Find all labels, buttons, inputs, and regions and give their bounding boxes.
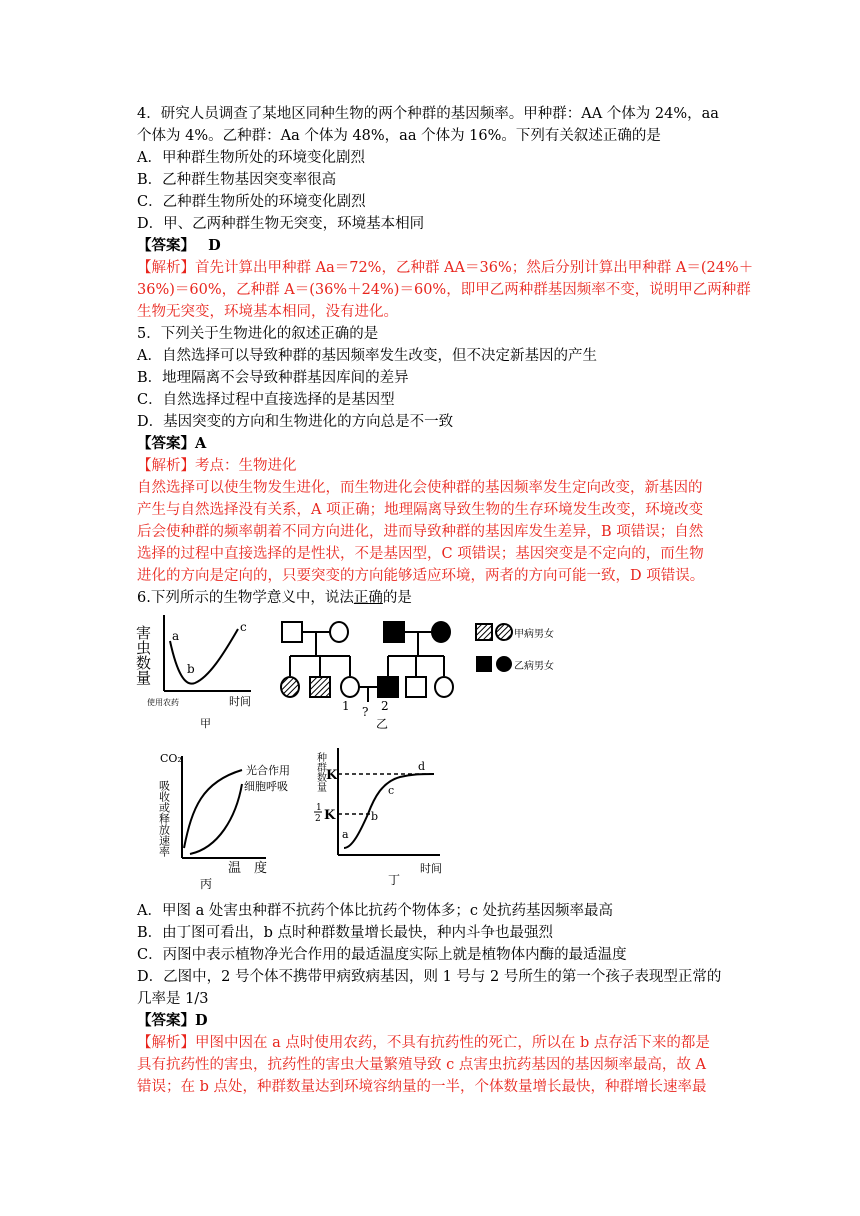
q6-option-a: A．甲图 a 处害虫种群不抗药个体比抗药个物体多；c 处抗药基因频率最高 xyxy=(137,903,614,919)
k-label: K xyxy=(326,768,338,783)
answer-value: D xyxy=(195,1012,208,1029)
figure-ding-population xyxy=(312,740,452,890)
q6-stem-post: 的是 xyxy=(382,590,412,606)
q4-option-d: D．甲、乙两种群生物无突变，环境基本相同 xyxy=(137,216,425,232)
label-1: 1 xyxy=(342,699,350,713)
answer-label: 【答案】 xyxy=(137,237,195,254)
q5-option-d: D．基因突变的方向和生物进化的方向总是不一致 xyxy=(137,414,454,430)
ding-time-label: 时间 xyxy=(420,862,442,875)
bing-ylabel: 吸收或释放速率 xyxy=(157,780,171,857)
q4-analysis-line-3: 生物无突变，环境基本相同，没有进化。 xyxy=(137,304,398,320)
q5-analysis-line-3: 后会使种群的频率朝着不同方向进化，进而导致种群的基因库发生差异，B 项错误；自然 xyxy=(137,524,704,540)
point-a-label: a xyxy=(342,828,349,841)
analysis-label: 【解析】 xyxy=(137,458,195,474)
male-disease-a xyxy=(310,677,330,697)
curve-2-label: 细胞呼吸 xyxy=(244,780,288,793)
q4-analysis-line-1 xyxy=(137,257,754,279)
q4-answer xyxy=(137,235,737,257)
question-mark: ? xyxy=(362,705,369,719)
q4-option-a: A．甲种群生物所处的环境变化剧烈 xyxy=(137,150,365,166)
analysis-label: 【解析】 xyxy=(137,260,195,276)
q6-analysis-line-2: 具有抗药性的害虫，抗药性的害虫大量繁殖导致 c 点害虫抗药基因的基因频率最高，故 A xyxy=(137,1057,706,1073)
temperature-label: 温 度 xyxy=(228,861,268,876)
q5-analysis-line-1: 自然选择可以使生物发生进化，而生物进化会使种群的基因频率发生定向改变，新基因的 xyxy=(137,480,703,496)
legend-male-a xyxy=(476,624,492,640)
ding-ylabel: 种群数量 xyxy=(314,752,326,792)
q4-option-b: B．乙种群生物基因突变率很高 xyxy=(137,172,337,188)
caption-ding: 丁 xyxy=(388,873,401,887)
point-c-label: c xyxy=(240,620,247,634)
female-normal xyxy=(330,622,348,642)
half-den: 2 xyxy=(315,814,321,824)
answer-label: 【答案】 xyxy=(137,435,195,452)
q5-stem: 5．下列关于生物进化的叙述正确的是 xyxy=(137,326,379,342)
female-disease-b xyxy=(432,622,450,642)
legend-male-b xyxy=(476,656,492,672)
half-num: 1 xyxy=(316,803,322,813)
answer-label: 【答案】 xyxy=(137,1012,195,1029)
q6-answer xyxy=(137,1010,737,1032)
analysis-text: 甲图中因在 a 点时使用农药，不具有抗药性的死亡，所以在 b 点存活下来的都是 xyxy=(195,1035,710,1051)
female-normal xyxy=(435,677,453,697)
point-c-label: c xyxy=(388,784,395,797)
q6-option-c: C．丙图中表示植物净光合作用的最适温度实际上就是植物体内酶的最适温度 xyxy=(137,947,627,963)
jia-ylabel: 害虫数量 xyxy=(134,625,152,685)
q4-analysis-line-2: 36%)＝60%，乙种群 A＝(36%＋24%)＝60%，即甲乙两种群基因频率不变，说明甲乙两种群 xyxy=(137,282,751,298)
female-disease-a xyxy=(281,677,299,697)
caption-jia: 甲 xyxy=(200,717,211,730)
q6-analysis-line-3: 错误；在 b 点处，种群数量达到环境容纳量的一半，个体数量增长最快，种群增长速率最 xyxy=(137,1079,707,1095)
analysis-label: 【解析】 xyxy=(137,1035,195,1051)
legend-text-b: 乙病男女 xyxy=(514,661,554,672)
q4-option-c: C．乙种群生物所处的环境变化剧烈 xyxy=(137,194,366,210)
point-b-label: b xyxy=(187,662,195,676)
q6-stem-pre: 6.下列所示的生物学意义中，说法 xyxy=(137,590,354,606)
q5-analysis-head xyxy=(137,455,737,477)
pedigree-legend xyxy=(474,620,594,680)
legend-female-b xyxy=(496,656,512,672)
q5-option-a: A．自然选择可以导致种群的基因频率发生改变，但不决定新基因的产生 xyxy=(137,348,597,364)
curve-1-label: 光合作用 xyxy=(246,764,290,777)
q6-stem-underlined: 正确 xyxy=(353,590,383,606)
legend-female-a xyxy=(496,624,512,640)
q6-option-d-line-1: D．乙图中，2 号个体不携带甲病致病基因，则 1 号与 2 号所生的第一个孩子表现型正常的 xyxy=(137,969,722,985)
individual-2 xyxy=(378,677,398,697)
male-normal xyxy=(282,622,302,642)
caption-yi: 乙 xyxy=(376,717,389,731)
male-disease-b xyxy=(384,622,404,642)
analysis-topic: 考点：生物进化 xyxy=(195,458,297,474)
half-k-label: K xyxy=(324,808,336,823)
co2-label: CO₂ xyxy=(160,752,182,765)
q5-analysis-line-2: 产生与自然选择没有关系，A 项正确；地理隔离导致生物的生存环境发生改变，环境改变 xyxy=(137,502,704,518)
q4-stem-line-2: 个体为 4%。乙种群：Aa 个体为 48%，aa 个体为 16%。下列有关叙述正确的是 xyxy=(137,128,661,144)
q4-stem-line-1: 4．研究人员调查了某地区同种生物的两个种群的基因频率。甲种群：AA 个体为 24%，aa xyxy=(137,106,719,122)
pesticide-label: 使用农药 xyxy=(147,698,179,707)
individual-1 xyxy=(341,677,359,697)
answer-value: D xyxy=(208,237,221,254)
q5-option-c: C．自然选择过程中直接选择的是基因型 xyxy=(137,392,395,408)
time-label: 时间 xyxy=(229,695,251,708)
point-b-label: b xyxy=(371,810,379,823)
q5-answer xyxy=(137,433,737,455)
q6-analysis-line-1 xyxy=(137,1032,737,1054)
caption-bing: 丙 xyxy=(200,877,213,891)
answer-value: A xyxy=(195,435,207,452)
point-d-label: d xyxy=(418,760,426,773)
label-2: 2 xyxy=(381,699,389,713)
photosynthesis-curve xyxy=(184,770,242,848)
q6-option-d-line-2: 几率是 1/3 xyxy=(137,991,209,1007)
q5-analysis-line-4: 选择的过程中直接选择的是性状，不是基因型，C 项错误；基因突变是不定向的，而生物 xyxy=(137,546,704,562)
figure-yi-pedigree xyxy=(276,610,472,732)
q6-option-b: B．由丁图可看出，b 点时种群数量增长最快，种内斗争也最强烈 xyxy=(137,925,554,941)
legend-text-a: 甲病男女 xyxy=(514,629,554,640)
pest-curve xyxy=(170,629,238,684)
point-a-label: a xyxy=(172,629,180,643)
male-normal xyxy=(406,677,426,697)
analysis-text: 首先计算出甲种群 Aa＝72%，乙种群 AA＝36%；然后分别计算出甲种群 A＝(24%＋ xyxy=(195,260,754,276)
y-axis-label xyxy=(134,625,152,685)
figure-jia-pest-chart xyxy=(134,603,257,733)
q5-option-b: B．地理隔离不会导致种群基因库间的差异 xyxy=(137,370,409,386)
q5-analysis-line-5: 进化的方向是定向的，只要突变的方向能够适应环境，两者的方向可能一致，D 项错误。 xyxy=(137,568,705,584)
respiration-curve xyxy=(190,784,242,854)
figure-bing-photosynthesis xyxy=(158,748,308,896)
